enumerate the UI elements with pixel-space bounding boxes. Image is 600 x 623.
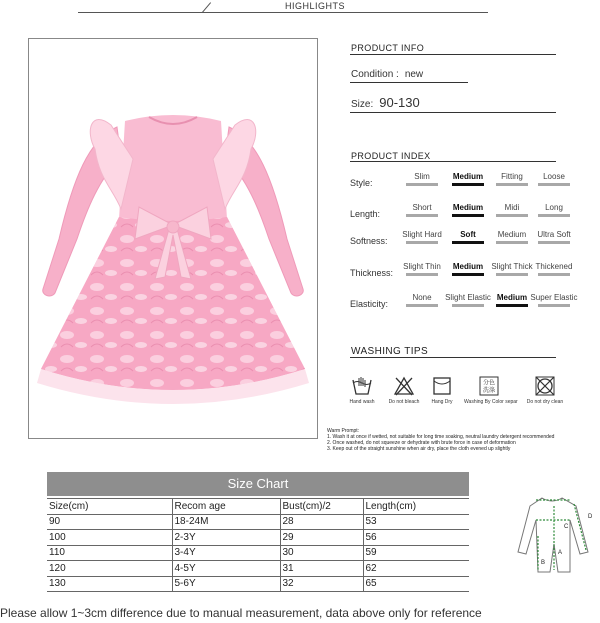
warm-prompt — [327, 428, 554, 452]
footer-note: Please allow 1~3cm difference due to manual measurement, data above only for reference — [0, 606, 482, 620]
index-option — [488, 203, 536, 217]
index-option — [444, 262, 492, 276]
hang-dry-label: Hang Dry — [431, 399, 453, 405]
index-option-label: None — [412, 293, 432, 302]
index-row-label: Elasticity: — [350, 299, 389, 309]
no-dry-clean-icon — [534, 376, 556, 396]
table-cell: 56 — [363, 530, 469, 546]
index-option — [530, 203, 578, 217]
index-option-bar — [406, 183, 438, 186]
index-row — [350, 203, 580, 225]
table-row — [47, 530, 469, 546]
table-cell: 32 — [280, 576, 363, 592]
header-cell: Size(cm) — [47, 499, 172, 515]
header-cell: Recom age — [172, 499, 280, 515]
hand-wash-label: Hand wash — [349, 399, 375, 405]
hand-wash-icon — [351, 376, 373, 396]
index-option-label: Thickened — [535, 262, 573, 271]
index-option — [398, 230, 446, 244]
warm-prompt-line: 3. Keep out of the straight sunshine when air dry, place the cloth evened up slightly — [327, 446, 511, 452]
index-option-bar — [538, 304, 570, 307]
header-cell: Length(cm) — [363, 499, 469, 515]
index-option-bar — [538, 273, 570, 276]
warm-prompt-title: Warm Prompt: — [327, 428, 360, 434]
index-option-label: Long — [545, 203, 563, 212]
color-separate-glyph-bottom: 洗涤 — [482, 387, 496, 394]
size-chart-title: Size Chart — [47, 472, 469, 496]
index-option-bar — [496, 214, 528, 217]
index-option-label: Loose — [543, 172, 565, 181]
index-option — [444, 172, 492, 186]
index-option-label: Slight Elastic — [445, 293, 491, 302]
index-option-bar — [496, 273, 528, 276]
table-row — [47, 561, 469, 577]
table-cell: 110 — [47, 545, 172, 561]
index-row-label: Style: — [350, 178, 373, 188]
warm-prompt-line: 2. Once washed, do not squeeze or dehydrate with brute force in case of deformation — [327, 440, 516, 446]
washing-tips-rule — [350, 357, 556, 358]
index-option-label: Super Elastic — [530, 293, 578, 302]
no-bleach-label: Do not bleach — [388, 399, 420, 405]
index-row — [350, 230, 580, 252]
table-cell: 5-6Y — [172, 576, 280, 592]
index-option-label: Slight Hard — [402, 230, 442, 239]
washing-tips-title: WASHING TIPS — [351, 346, 429, 357]
index-row-label: Length: — [350, 209, 381, 219]
index-option — [398, 262, 446, 276]
index-option — [488, 230, 536, 244]
table-cell: 2-3Y — [172, 530, 280, 546]
product-image — [28, 38, 318, 439]
index-option-bar — [538, 214, 570, 217]
index-row — [350, 262, 580, 284]
index-row-label: Softness: — [350, 236, 388, 246]
table-cell: 30 — [280, 545, 363, 561]
color-separate-label: Washing By Color separ — [464, 399, 518, 405]
index-option — [530, 230, 578, 244]
product-index-title: PRODUCT INDEX — [351, 151, 431, 161]
index-option-bar-selected — [452, 241, 484, 244]
index-option-label: Medium — [452, 172, 484, 181]
size-rule — [350, 112, 556, 113]
no-bleach-icon — [393, 376, 415, 396]
index-option — [488, 293, 536, 307]
table-cell: 4-5Y — [172, 561, 280, 577]
size-chart-table — [47, 498, 469, 592]
condition-rule — [350, 82, 468, 83]
product-info-title: PRODUCT INFO — [351, 43, 425, 53]
index-option-bar — [406, 241, 438, 244]
no-dry-clean-label: Do not dry clean — [526, 399, 564, 405]
table-cell: 130 — [47, 576, 172, 592]
index-option-label: Soft — [460, 230, 476, 239]
index-option-bar-selected — [452, 214, 484, 217]
hang-dry-icon — [431, 376, 453, 396]
wash-item-hang-dry — [417, 376, 467, 405]
table-cell: 3-4Y — [172, 545, 280, 561]
index-option-label: Ultra Soft — [537, 230, 571, 239]
table-cell: 31 — [280, 561, 363, 577]
table-row — [47, 545, 469, 561]
size-label: Size: — [351, 99, 374, 110]
index-row-label: Thickness: — [350, 268, 394, 278]
size-row — [351, 95, 420, 110]
index-option-label: Fitting — [501, 172, 523, 181]
index-row — [350, 293, 580, 315]
index-option-bar — [496, 241, 528, 244]
measurement-diagram — [514, 492, 592, 576]
product-index-rule — [350, 161, 556, 162]
index-option-bar — [538, 241, 570, 244]
index-option — [530, 172, 578, 186]
table-cell: 100 — [47, 530, 172, 546]
measure-label-d: D — [588, 514, 592, 520]
index-option — [530, 293, 578, 307]
index-option-bar — [406, 214, 438, 217]
index-option-label: Medium — [452, 262, 484, 271]
measure-label-a: A — [558, 550, 563, 556]
index-option-label: Short — [412, 203, 432, 212]
product-info-rule — [350, 54, 556, 55]
index-option — [444, 203, 492, 217]
table-cell: 65 — [363, 576, 469, 592]
index-option-bar — [538, 183, 570, 186]
index-option — [488, 262, 536, 276]
color-separate-icon — [478, 376, 500, 396]
index-option-label: Medium — [497, 230, 527, 239]
index-option-bar — [496, 183, 528, 186]
index-option — [398, 172, 446, 186]
size-chart-header-row — [47, 499, 469, 515]
pink-dress-illustration — [29, 39, 318, 439]
index-option — [530, 262, 578, 276]
table-cell: 62 — [363, 561, 469, 577]
index-row — [350, 172, 580, 194]
index-option-label: Slim — [414, 172, 430, 181]
wash-item-no-dry-clean — [520, 376, 570, 405]
condition-label: Condition : — [351, 69, 399, 80]
highlights-title: HIGHLIGHTS — [284, 1, 345, 11]
index-option-label: Slight Thin — [403, 262, 441, 271]
index-option — [444, 230, 492, 244]
measure-label-c: C — [564, 524, 569, 530]
index-option — [398, 293, 446, 307]
condition-row — [351, 69, 423, 80]
size-value: 90-130 — [379, 95, 420, 110]
index-option-bar — [452, 304, 484, 307]
index-option-label: Medium — [496, 293, 528, 302]
table-cell: 59 — [363, 545, 469, 561]
table-cell: 90 — [47, 514, 172, 530]
table-cell: 53 — [363, 514, 469, 530]
warm-prompt-line: 1. Wash it at once if wetted, not suitable for long time soaking, neutral laundry detergent recommended — [327, 434, 555, 440]
index-option-bar — [406, 304, 438, 307]
table-row — [47, 514, 469, 530]
index-option-bar-selected — [452, 183, 484, 186]
table-cell: 18-24M — [172, 514, 280, 530]
index-option-label: Midi — [504, 203, 520, 212]
table-cell: 29 — [280, 530, 363, 546]
index-option-bar — [406, 273, 438, 276]
table-row — [47, 576, 469, 592]
table-cell: 28 — [280, 514, 363, 530]
header-cell: Bust(cm)/2 — [280, 499, 363, 515]
header-rule — [78, 12, 488, 13]
index-option — [488, 172, 536, 186]
index-option-label: Medium — [452, 203, 484, 212]
measure-label-b: B — [541, 560, 546, 566]
table-cell: 120 — [47, 561, 172, 577]
color-separate-glyph-top: 分色 — [482, 379, 496, 387]
wash-item-color-separate — [464, 376, 518, 405]
index-option — [398, 203, 446, 217]
index-option-bar-selected — [496, 304, 528, 307]
index-option — [444, 293, 492, 307]
condition-value: new — [404, 69, 424, 80]
index-option-bar-selected — [452, 273, 484, 276]
index-option-label: Slight Thick — [491, 262, 533, 271]
